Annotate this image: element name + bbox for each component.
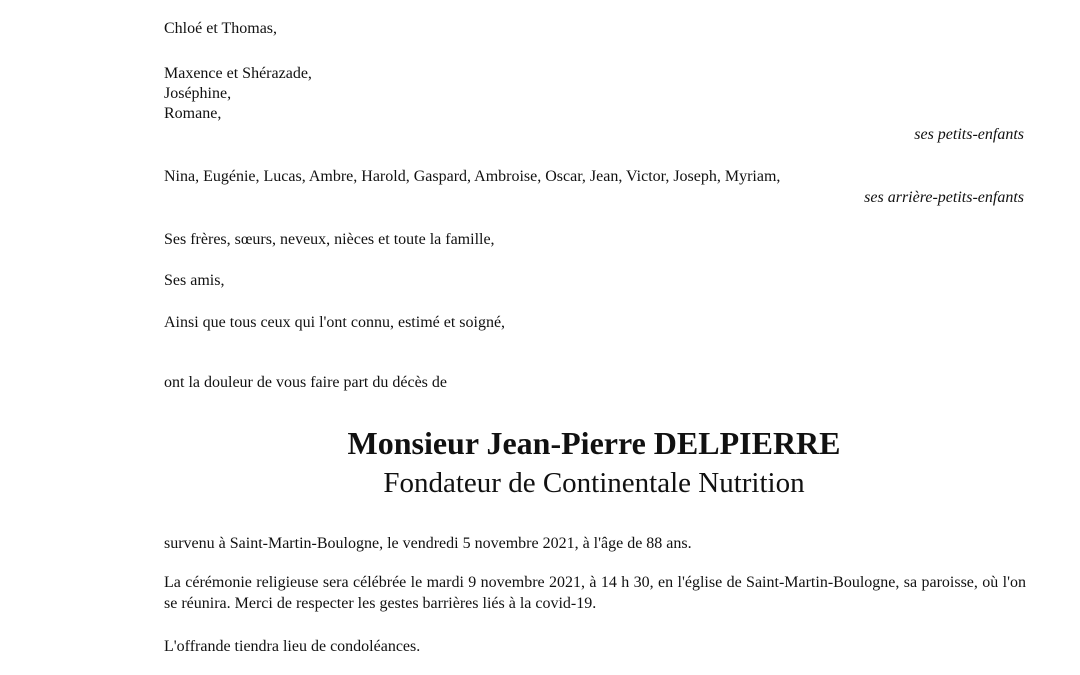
death-details: survenu à Saint-Martin-Boulogne, le vendredi 5 novembre 2021, à l'âge de 88 ans. — [164, 535, 692, 552]
children-line: Chloé et Thomas, — [164, 20, 278, 37]
siblings-line: Ses frères, sœurs, neveux, nièces et toute la famille, — [164, 231, 495, 248]
grandchildren-line-2: Joséphine, — [164, 85, 232, 102]
great-grandchildren-line: Nina, Eugénie, Lucas, Ambre, Harold, Gaspard, Ambroise, Oscar, Jean, Victor, Joseph, Myriam, — [164, 168, 781, 185]
ceremony-paragraph: La cérémonie religieuse sera célébrée le mardi 9 novembre 2021, à 14 h 30, en l'église de Saint-Martin-Boulogne, sa paroisse, où l'on se réunira. Merci de respecter les gestes barrières liés à la covid-19. — [164, 574, 1026, 612]
grandchildren-label: ses petits-enfants — [914, 126, 1024, 143]
offering-line: L'offrande tiendra lieu de condoléances. — [164, 638, 421, 655]
announcement-line: ont la douleur de vous faire part du décès de — [164, 374, 448, 391]
great-grandchildren-label: ses arrière-petits-enfants — [864, 189, 1024, 206]
grandchildren-line-1: Maxence et Shérazade, — [164, 65, 312, 82]
others-line: Ainsi que tous ceux qui l'ont connu, estimé et soigné, — [164, 314, 506, 331]
deceased-title: Fondateur de Continentale Nutrition — [383, 467, 805, 499]
friends-line: Ses amis, — [164, 272, 225, 289]
deceased-name: Monsieur Jean-Pierre DELPIERRE — [347, 425, 841, 461]
grandchildren-line-3: Romane, — [164, 105, 222, 122]
